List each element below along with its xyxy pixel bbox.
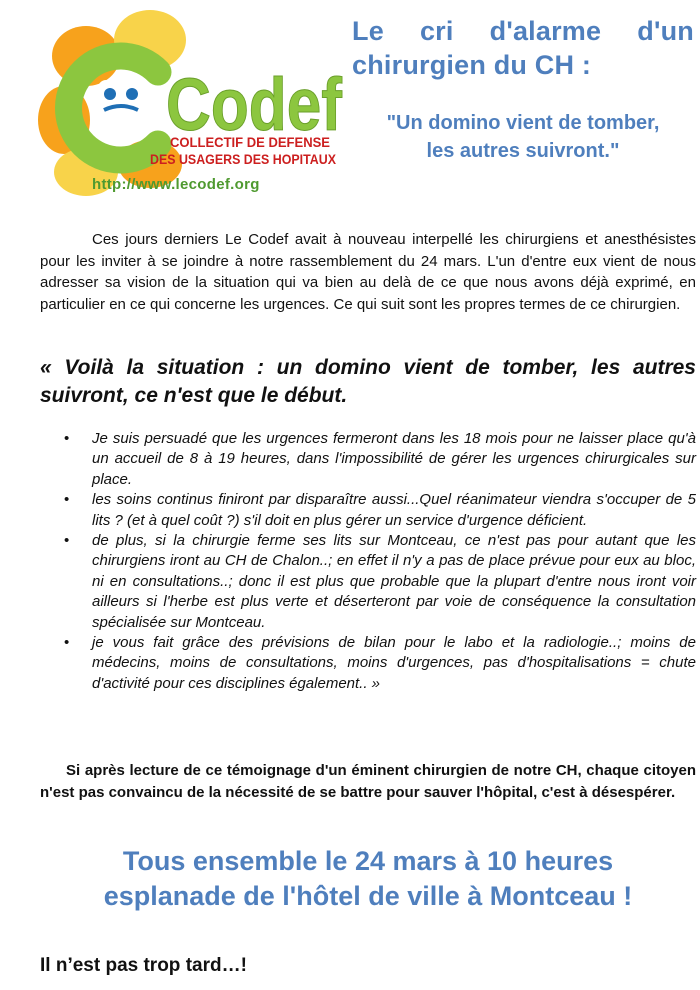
- list-item: [40, 429, 696, 490]
- bullet-icon: •: [64, 634, 70, 652]
- list-item: [40, 633, 696, 694]
- call-to-action-line1: Tous ensemble le 24 mars à 10 heures: [122, 846, 614, 876]
- closing-line: Il n’est pas trop tard…!: [40, 955, 247, 976]
- page-title-line1: Le cri d'alarme d'un: [352, 16, 694, 46]
- list-item-text: Je suis persuadé que les urgences fermeront dans les 18 mois pour ne laisser place qu'à un accueil de 8 à 19 heures, dans l'impossibilité de gérer les urgences chirurgicales sur place.: [92, 430, 696, 488]
- call-to-action-line2: esplanade de l'hôtel de ville à Montceau !: [103, 881, 633, 911]
- logo-hands-icon: [98, 80, 144, 120]
- website-link[interactable]: http://www.lecodef.org: [92, 176, 260, 193]
- page-title: [352, 14, 694, 82]
- call-to-action: [40, 844, 696, 914]
- logo-tagline-line1: COLLECTIF DE DEFENSE: [170, 135, 330, 150]
- logo-tagline-line2: DES USAGERS DES HOPITAUX: [150, 152, 336, 167]
- page-title-line2: chirurgien du CH :: [352, 50, 592, 80]
- bullet-icon: •: [64, 532, 70, 550]
- page-subtitle-line2: les autres suivront.": [426, 140, 620, 162]
- bullet-list: [40, 429, 696, 694]
- codef-logo: [38, 4, 348, 196]
- list-item-text: de plus, si la chirurgie ferme ses lits sur Montceau, ce n'est pas pour autant que les chirurgiens iront au CH de Chalon..; en effet il n'y a pas de place prévue pour eux au bloc, ni en consultations..; donc il est plus que probable que la plupart d'entre nous iront voir ailleurs si l'herbe est plus verte et déserteront par voie de conséquence la consultation spécialisée sur Montceau.: [92, 532, 696, 631]
- conclusion-paragraph: Si après lecture de ce témoignage d'un éminent chirurgien de notre CH, chaque citoyen n'est pas convaincu de la nécessité de se battre pour sauver l'hôpital, c'est à désespérer.: [40, 762, 696, 801]
- page-subtitle-line1: "Un domino vient de tomber,: [386, 112, 660, 134]
- logo-wordmark: Codef: [166, 63, 343, 146]
- intro-paragraph: Ces jours derniers Le Codef avait à nouveau interpellé les chirurgiens et anesthésistes pour les inviter à se joindre à notre rassemblement du 24 mars. L'un d'entre eux vient de nous adresser sa vision de la situation qui va bien au delà de ce que nous avons déjà exprimé, en particulier en ce qui concerne les urgences. Ce qui suit sont les propres termes de ce chirurgien.: [40, 231, 696, 313]
- list-item-text: je vous fait grâce des prévisions de bilan pour le labo et la radiologie..; moins de médecins, moins de consultations, moins d'urgences, pas d'hospitalisations = chute d'activité pour ces disciplines également.. »: [92, 634, 696, 692]
- list-item: [40, 490, 696, 531]
- bullet-icon: •: [64, 491, 70, 509]
- page-subtitle: [352, 109, 694, 165]
- list-item: [40, 531, 696, 633]
- codef-logo-graphic: [38, 4, 348, 196]
- quote-heading: « Voilà la situation : un domino vient de tomber, les autres suivront, ce n'est que le début.: [40, 356, 696, 407]
- list-item-text: les soins continus finiront par disparaître aussi...Quel réanimateur viendra s'occuper de 5 lits ? (et à quel coût ?) s'il doit en plus gérer un service d'urgence déficient.: [92, 491, 696, 529]
- bullet-icon: •: [64, 430, 70, 447]
